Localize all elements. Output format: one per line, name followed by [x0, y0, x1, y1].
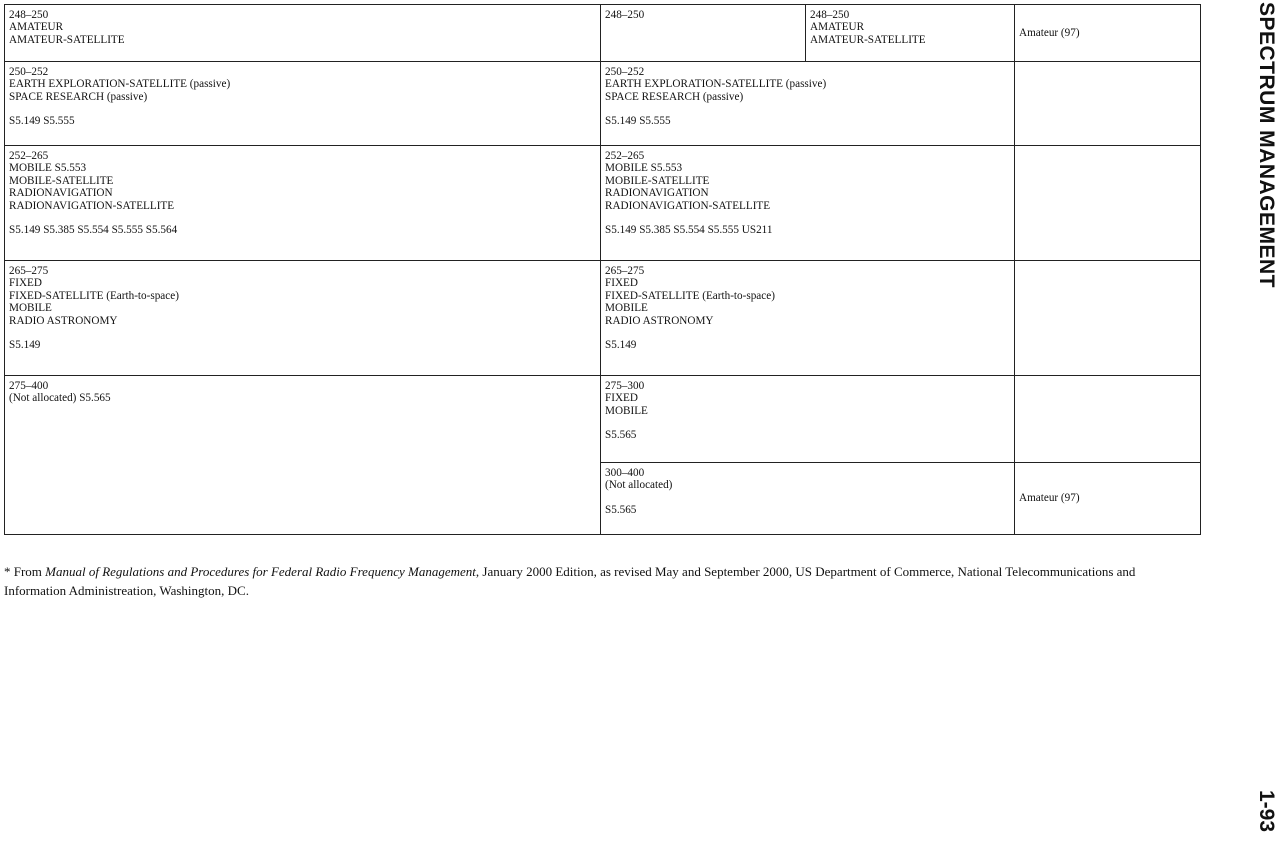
allocation-line: FIXED: [605, 392, 638, 405]
intl-allocation-cell: [5, 146, 601, 261]
non-federal-allocation-cell: [806, 5, 1015, 62]
us-allocation-cell: [601, 62, 1015, 146]
allocation-line: [605, 327, 1009, 339]
allocation-line: FIXED-SATELLITE (Earth-to-space): [605, 289, 775, 302]
allocation-line: MOBILE S5.553: [9, 162, 87, 175]
allocation-line: [605, 492, 1009, 504]
table-footnote: * From Manual of Regulations and Procedures for Federal Radio Frequency Management, January 2000 Edition, as revised May and September 2000, US Department of Commerce, National Telecommunications and Information Administreation, Washington, DC.: [4, 564, 1136, 598]
us-allocation-cell: [601, 146, 1015, 261]
us-allocation-cell: [601, 261, 1015, 376]
allocation-line: S5.149 S5.555: [9, 115, 75, 128]
allocation-line: [605, 417, 1009, 429]
allocation-line: (Not allocated) S5.565: [9, 392, 111, 405]
table-row: [5, 261, 1201, 376]
table-row: [5, 5, 1201, 62]
allocation-line: RADIONAVIGATION: [605, 187, 709, 200]
allocation-line: S5.149 S5.555: [605, 115, 671, 128]
allocation-line: 252–265: [605, 150, 645, 162]
allocation-line: 248–250: [9, 9, 49, 21]
allocation-line: S5.565: [605, 429, 637, 442]
us-allocation-cell: [601, 463, 1015, 535]
allocation-line: AMATEUR: [810, 21, 865, 34]
federal-allocation-cell: [601, 5, 806, 62]
allocation-line: [605, 103, 1009, 115]
allocation-line: FIXED: [9, 277, 42, 290]
allocation-line: AMATEUR-SATELLITE: [9, 33, 125, 46]
rule-part-cell: [1015, 146, 1201, 261]
allocation-line: [9, 327, 595, 339]
allocation-line: AMATEUR-SATELLITE: [810, 33, 926, 46]
allocation-line: 265–275: [9, 265, 49, 277]
allocation-line: FIXED: [605, 277, 638, 290]
allocation-line: MOBILE S5.553: [605, 162, 683, 175]
allocation-line: RADIONAVIGATION-SATELLITE: [605, 199, 771, 212]
intl-allocation-cell: [5, 261, 601, 376]
us-allocation-cell: [601, 376, 1015, 463]
allocation-line: 265–275: [605, 265, 645, 277]
rule-part-cell: Amateur (97): [1015, 463, 1201, 535]
allocation-line: RADIONAVIGATION: [9, 187, 113, 200]
table-row: [5, 62, 1201, 146]
allocation-line: (Not allocated): [605, 479, 673, 492]
source-title: Manual of Regulations and Procedures for Federal Radio Frequency Management: [45, 564, 476, 579]
allocation-line: 252–265: [9, 150, 49, 162]
allocation-line: RADIO ASTRONOMY: [9, 314, 118, 327]
allocation-line: AMATEUR: [9, 21, 64, 34]
allocation-line: MOBILE: [605, 302, 648, 315]
allocation-line: SPACE RESEARCH (passive): [605, 90, 744, 103]
allocation-line: S5.565: [605, 503, 637, 516]
allocation-line: SPACE RESEARCH (passive): [9, 90, 148, 103]
allocation-line: S5.149 S5.385 S5.554 S5.555 S5.564: [9, 224, 178, 237]
rule-part-cell: [1015, 261, 1201, 376]
allocation-line: MOBILE: [605, 404, 648, 417]
allocation-line: MOBILE-SATELLITE: [605, 174, 710, 187]
allocation-line: MOBILE-SATELLITE: [9, 174, 114, 187]
running-header: SPECTRUM MANAGEMENT: [1255, 2, 1278, 288]
allocation-line: S5.149: [605, 339, 637, 352]
page-number: 1-93: [1255, 790, 1278, 833]
frequency-allocation-table: [4, 4, 1201, 535]
rule-part-cell: [1015, 376, 1201, 463]
allocation-line: [9, 103, 595, 115]
intl-allocation-cell: [5, 376, 601, 535]
allocation-line: 275–400: [9, 380, 49, 392]
allocation-line: RADIO ASTRONOMY: [605, 314, 714, 327]
allocation-line: EARTH EXPLORATION-SATELLITE (passive): [9, 78, 231, 91]
allocation-line: [605, 212, 1009, 224]
allocation-line: 300–400: [605, 467, 645, 479]
allocation-line: 250–252: [9, 66, 49, 78]
table-row: [5, 146, 1201, 261]
allocation-line: [9, 212, 595, 224]
allocation-line: 250–252: [605, 66, 645, 78]
rule-part-cell: Amateur (97): [1015, 5, 1201, 62]
allocation-line: FIXED-SATELLITE (Earth-to-space): [9, 289, 179, 302]
allocation-line: RADIONAVIGATION-SATELLITE: [9, 199, 175, 212]
allocation-line: EARTH EXPLORATION-SATELLITE (passive): [605, 78, 827, 91]
intl-allocation-cell: [5, 5, 601, 62]
intl-allocation-cell: [5, 62, 601, 146]
allocation-line: 248–250: [810, 9, 850, 21]
allocation-line: MOBILE: [9, 302, 52, 315]
allocation-line: 248–250: [605, 9, 645, 21]
allocation-line: S5.149: [9, 339, 41, 352]
rule-part-cell: [1015, 62, 1201, 146]
table-row: [5, 376, 1201, 463]
allocation-line: S5.149 S5.385 S5.554 S5.555 US211: [605, 224, 773, 237]
allocation-line: 275–300: [605, 380, 645, 392]
